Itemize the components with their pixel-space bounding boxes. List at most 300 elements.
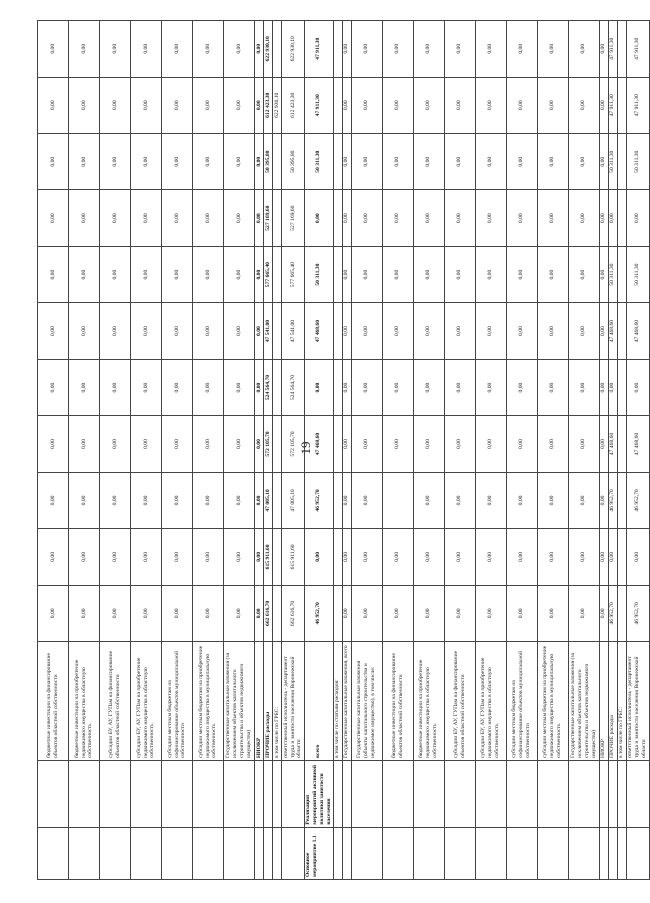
expense-item-cell: в том числе по ГРБС: <box>617 642 626 761</box>
value-cell: 0,00 <box>255 529 264 585</box>
value-cell: 0,00 <box>537 246 568 302</box>
value-cell: 0,00 <box>608 190 617 246</box>
value-cell: 0,00 <box>608 529 617 585</box>
value-cell: 0,00 <box>38 21 69 78</box>
value-cell: 0,00 <box>255 416 264 472</box>
expense-item-cell: субсидии БУ, АУ, ГУПам на приобретение недвижимого имущества в областную собственность <box>131 642 162 761</box>
event-status-cell <box>162 827 193 879</box>
value-cell: 0,00 <box>475 416 506 472</box>
value-cell: 0,00 <box>382 585 413 641</box>
value-cell: 0,00 <box>382 529 413 585</box>
value-cell: 0,00 <box>351 21 382 78</box>
value-cell <box>617 416 626 472</box>
expense-item-cell: в том числе по ГРБС: <box>273 642 282 761</box>
value-cell: 0,00 <box>305 529 334 585</box>
value-cell: 0,00 <box>100 529 131 585</box>
value-cell: 0,00 <box>38 246 69 302</box>
expense-item-cell: Государственные капитальные вложения (за исключением объектов капитального строительства и объектов недвижимого имущества) <box>224 642 255 761</box>
value-cell <box>273 21 282 78</box>
value-cell: 615 911,60 <box>264 529 273 585</box>
value-cell: 0,00 <box>506 585 537 641</box>
value-cell <box>617 303 626 359</box>
value-cell: 47 468,60 <box>305 416 334 472</box>
value-cell: 0,00 <box>342 303 351 359</box>
value-cell: 0,00 <box>444 77 475 133</box>
event-name-cell <box>162 761 193 828</box>
value-cell: 47 468,60 <box>608 416 617 472</box>
event-status-cell <box>193 827 224 879</box>
value-cell: 0,00 <box>224 472 255 528</box>
event-status-cell <box>608 827 617 879</box>
value-cell: 0,00 <box>413 134 444 190</box>
value-cell: 47 911,30 <box>608 77 617 133</box>
value-cell: 0,00 <box>255 134 264 190</box>
value-cell: 0,00 <box>193 472 224 528</box>
value-cell: 0,00 <box>351 134 382 190</box>
value-cell: 0,00 <box>599 585 608 641</box>
value-cell: 524 564,70 <box>282 359 305 415</box>
value-cell <box>273 472 282 528</box>
value-cell: 0,00 <box>568 21 599 78</box>
value-cell: 0,00 <box>131 21 162 78</box>
value-cell: 0,00 <box>568 134 599 190</box>
value-cell: 0,00 <box>69 416 100 472</box>
table-row <box>617 21 626 880</box>
value-cell: 0,00 <box>537 77 568 133</box>
event-name-cell <box>506 761 537 828</box>
value-cell: 0,00 <box>351 303 382 359</box>
event-status-cell <box>38 827 69 879</box>
value-cell: 0,00 <box>69 472 100 528</box>
value-cell: 0,00 <box>506 21 537 78</box>
value-cell: 0,00 <box>100 585 131 641</box>
value-cell: 50 311,30 <box>608 134 617 190</box>
expense-item-cell: НИОКР <box>599 642 608 761</box>
value-cell: 0,00 <box>100 416 131 472</box>
event-name-cell: Реализация мероприятий активной политики занятости населения <box>305 761 334 828</box>
value-cell: 0,00 <box>413 416 444 472</box>
value-cell: 0,00 <box>69 585 100 641</box>
value-cell: 615 911,60 <box>282 529 305 585</box>
value-cell: 0,00 <box>162 472 193 528</box>
value-cell: 0,00 <box>131 416 162 472</box>
value-cell: 47 911,30 <box>626 77 649 133</box>
event-name-cell <box>444 761 475 828</box>
value-cell: 0,00 <box>131 585 162 641</box>
expense-item-cell: Государственные капитальные вложения (за исключением объектов капитального строительства и объектов недвижимого имущества) <box>568 642 599 761</box>
value-cell: 0,00 <box>69 246 100 302</box>
value-cell: 0,00 <box>506 77 537 133</box>
value-cell <box>273 303 282 359</box>
value-cell: 0,00 <box>599 472 608 528</box>
expense-item-cell: всего <box>305 642 334 761</box>
value-cell: 0,00 <box>413 190 444 246</box>
value-cell: 0,00 <box>255 472 264 528</box>
value-cell: 622 930,10 <box>273 77 282 133</box>
table-row <box>568 21 599 880</box>
value-cell: 0,00 <box>413 585 444 641</box>
event-status-cell <box>273 827 282 879</box>
value-cell: 0,00 <box>38 190 69 246</box>
value-cell: 0,00 <box>224 416 255 472</box>
value-cell: 0,00 <box>444 303 475 359</box>
value-cell <box>333 303 342 359</box>
event-status-cell <box>131 827 162 879</box>
value-cell <box>333 472 342 528</box>
value-cell: 0,00 <box>351 246 382 302</box>
table-row <box>333 21 342 880</box>
value-cell: 0,00 <box>413 529 444 585</box>
value-cell: 0,00 <box>599 190 608 246</box>
event-status-cell <box>224 827 255 879</box>
event-status-cell <box>100 827 131 879</box>
value-cell: 46 952,70 <box>305 585 334 641</box>
value-cell <box>333 246 342 302</box>
value-cell: 47 468,60 <box>626 303 649 359</box>
value-cell: 0,00 <box>537 190 568 246</box>
value-cell: 0,00 <box>475 529 506 585</box>
value-cell: 524 564,70 <box>264 359 273 415</box>
value-cell: 46 952,70 <box>608 472 617 528</box>
value-cell: 0,00 <box>599 77 608 133</box>
value-cell <box>333 190 342 246</box>
value-cell: 0,00 <box>413 303 444 359</box>
value-cell: 0,00 <box>382 303 413 359</box>
expense-item-cell: ПРОЧИЕ расходы <box>264 642 273 761</box>
value-cell: 577 665,40 <box>282 246 305 302</box>
value-cell: 0,00 <box>100 21 131 78</box>
event-name-cell <box>69 761 100 828</box>
value-cell: 0,00 <box>162 416 193 472</box>
value-cell <box>382 472 413 528</box>
expense-item-cell: в том числе по статьям расходов: <box>333 642 342 761</box>
value-cell: 0,00 <box>162 77 193 133</box>
value-cell: 47 911,30 <box>608 21 617 78</box>
value-cell: 0,00 <box>626 529 649 585</box>
value-cell: 0,00 <box>162 21 193 78</box>
event-name-cell <box>568 761 599 828</box>
value-cell: 0,00 <box>69 134 100 190</box>
value-cell: 0,00 <box>224 359 255 415</box>
value-cell: 0,00 <box>506 472 537 528</box>
value-cell: 0,00 <box>131 190 162 246</box>
value-cell: 46 952,70 <box>626 472 649 528</box>
table-row <box>382 21 413 880</box>
value-cell: 0,00 <box>342 190 351 246</box>
value-cell: 47 468,60 <box>305 303 334 359</box>
value-cell: 46 952,70 <box>608 585 617 641</box>
value-cell: 0,00 <box>475 585 506 641</box>
value-cell: 50 311,30 <box>608 246 617 302</box>
event-status-cell <box>537 827 568 879</box>
table-row <box>342 21 351 880</box>
expense-item-cell: субсидии местным бюджетам на софинансирование объектов муниципальной собственности <box>506 642 537 761</box>
event-name-cell <box>537 761 568 828</box>
value-cell: 0,00 <box>475 134 506 190</box>
value-cell: 0,00 <box>537 585 568 641</box>
value-cell: 47 468,60 <box>626 416 649 472</box>
table-row <box>273 21 282 880</box>
value-cell: 0,00 <box>38 529 69 585</box>
value-cell: 0,00 <box>608 359 617 415</box>
event-name-cell <box>100 761 131 828</box>
value-cell: 0,00 <box>255 585 264 641</box>
value-cell: 0,00 <box>193 190 224 246</box>
value-cell: 47 911,30 <box>305 21 334 78</box>
value-cell: 0,00 <box>475 77 506 133</box>
value-cell: 0,00 <box>537 529 568 585</box>
table-row <box>131 21 162 880</box>
value-cell: 0,00 <box>193 359 224 415</box>
value-cell: 527 169,60 <box>264 190 273 246</box>
value-cell: 0,00 <box>444 359 475 415</box>
value-cell: 0,00 <box>537 359 568 415</box>
table-row <box>444 21 475 880</box>
value-cell: 0,00 <box>506 359 537 415</box>
value-cell: 0,00 <box>342 416 351 472</box>
value-cell: 0,00 <box>413 21 444 78</box>
table-row <box>100 21 131 880</box>
expense-item-cell: бюджетные инвестиции на приобретение недвижимого имущества в областную собственность <box>413 642 444 761</box>
value-cell: 0,00 <box>38 134 69 190</box>
value-cell: 0,00 <box>305 190 334 246</box>
budget-table <box>37 20 650 880</box>
event-status-cell <box>475 827 506 879</box>
value-cell: 0,00 <box>568 77 599 133</box>
value-cell: 0,00 <box>193 246 224 302</box>
value-cell: 0,00 <box>342 359 351 415</box>
value-cell: 0,00 <box>255 359 264 415</box>
table-row <box>475 21 506 880</box>
value-cell: 0,00 <box>382 134 413 190</box>
value-cell <box>273 529 282 585</box>
value-cell: 0,00 <box>568 529 599 585</box>
value-cell: 0,00 <box>568 472 599 528</box>
value-cell: 0,00 <box>537 472 568 528</box>
event-name-cell <box>333 761 342 828</box>
table-row <box>264 21 273 880</box>
value-cell: 0,00 <box>193 416 224 472</box>
value-cell: 0,00 <box>131 77 162 133</box>
value-cell: 47 911,30 <box>626 21 649 78</box>
value-cell: 0,00 <box>351 190 382 246</box>
value-cell: 47 911,30 <box>305 77 334 133</box>
event-name-cell <box>475 761 506 828</box>
value-cell: 0,00 <box>162 359 193 415</box>
table-row <box>69 21 100 880</box>
value-cell: 0,00 <box>224 190 255 246</box>
value-cell: 0,00 <box>599 529 608 585</box>
value-cell: 0,00 <box>444 246 475 302</box>
value-cell: 0,00 <box>475 246 506 302</box>
event-name-cell <box>38 761 69 828</box>
value-cell: 47 468,60 <box>608 303 617 359</box>
table-row <box>506 21 537 880</box>
event-status-cell <box>444 827 475 879</box>
event-status-cell <box>599 827 608 879</box>
value-cell: 50 395,80 <box>282 134 305 190</box>
event-name-cell <box>273 761 282 828</box>
value-cell: 0,00 <box>382 190 413 246</box>
value-cell <box>333 77 342 133</box>
value-cell: 0,00 <box>599 359 608 415</box>
value-cell: 0,00 <box>568 359 599 415</box>
value-cell <box>617 472 626 528</box>
value-cell: 0,00 <box>537 134 568 190</box>
value-cell <box>617 246 626 302</box>
value-cell <box>273 246 282 302</box>
event-status-cell <box>626 827 649 879</box>
value-cell: 0,00 <box>506 246 537 302</box>
value-cell: 47 005,10 <box>282 472 305 528</box>
value-cell: 662 616,70 <box>264 585 273 641</box>
value-cell: 0,00 <box>537 21 568 78</box>
value-cell: 0,00 <box>568 585 599 641</box>
expense-item-cell: бюджетные инвестиции на приобретение недвижимого имущества в областную собственность <box>69 642 100 761</box>
table-row <box>351 21 382 880</box>
value-cell: 0,00 <box>193 21 224 78</box>
event-status-cell <box>617 827 626 879</box>
value-cell: 0,00 <box>342 472 351 528</box>
value-cell: 0,00 <box>599 303 608 359</box>
value-cell: 527 169,60 <box>282 190 305 246</box>
expense-item-cell: ответственный исполнитель - департамент труда и занятости населения Воронежской области <box>626 642 649 761</box>
value-cell: 0,00 <box>342 134 351 190</box>
value-cell: 577 665,40 <box>264 246 273 302</box>
rotated-page <box>37 20 648 880</box>
value-cell: 0,00 <box>506 416 537 472</box>
value-cell: 0,00 <box>162 529 193 585</box>
value-cell: 0,00 <box>351 529 382 585</box>
event-status-cell: Основное мероприятие 1.1 <box>305 827 334 879</box>
value-cell: 50 311,30 <box>626 134 649 190</box>
event-status-cell <box>351 827 382 879</box>
value-cell: 0,00 <box>224 77 255 133</box>
value-cell: 47 005,10 <box>264 472 273 528</box>
value-cell: 47 541,00 <box>282 303 305 359</box>
value-cell <box>617 359 626 415</box>
value-cell: 612 423,30 <box>282 77 305 133</box>
value-cell: 0,00 <box>38 472 69 528</box>
value-cell: 0,00 <box>506 190 537 246</box>
value-cell: 0,00 <box>626 359 649 415</box>
value-cell: 0,00 <box>568 246 599 302</box>
value-cell: 50 311,30 <box>626 246 649 302</box>
expense-item-cell: бюджетные инвестиции на финансирование объектов областной собственности <box>38 642 69 761</box>
value-cell <box>617 77 626 133</box>
value-cell: 0,00 <box>342 529 351 585</box>
value-cell: 0,00 <box>351 359 382 415</box>
value-cell: 0,00 <box>100 77 131 133</box>
table-row <box>626 21 649 880</box>
value-cell <box>273 585 282 641</box>
event-name-cell <box>264 761 273 828</box>
value-cell: 0,00 <box>382 416 413 472</box>
value-cell: 0,00 <box>444 134 475 190</box>
event-name-cell <box>617 761 626 828</box>
value-cell: 0,00 <box>444 190 475 246</box>
value-cell: 0,00 <box>162 134 193 190</box>
value-cell: 0,00 <box>131 529 162 585</box>
event-name-cell <box>224 761 255 828</box>
value-cell: 0,00 <box>255 246 264 302</box>
value-cell: 0,00 <box>599 416 608 472</box>
value-cell: 0,00 <box>342 77 351 133</box>
value-cell <box>333 359 342 415</box>
event-name-cell <box>413 761 444 828</box>
value-cell: 0,00 <box>255 303 264 359</box>
event-name-cell <box>599 761 608 828</box>
event-status-cell <box>264 827 273 879</box>
value-cell <box>617 529 626 585</box>
expense-item-cell: субсидии БУ, АУ, ГУПам на приобретение недвижимого имущества в областную собственность <box>475 642 506 761</box>
value-cell: 50 395,80 <box>264 134 273 190</box>
value-cell: 0,00 <box>131 246 162 302</box>
value-cell: 662 616,70 <box>282 585 305 641</box>
event-name-cell <box>193 761 224 828</box>
value-cell <box>617 190 626 246</box>
event-status-cell <box>342 827 351 879</box>
value-cell: 0,00 <box>599 246 608 302</box>
value-cell: 0,00 <box>413 246 444 302</box>
value-cell <box>617 134 626 190</box>
expense-item-cell: бюджетные инвестиции на финансирование объектов областной собственности <box>382 642 413 761</box>
event-status-cell <box>568 827 599 879</box>
expense-item-cell: субсидии местным бюджетам на софинансирование объектов муниципальной собственности <box>162 642 193 761</box>
value-cell: 0,00 <box>475 190 506 246</box>
value-cell: 0,00 <box>444 585 475 641</box>
page-number: 19 <box>298 441 313 455</box>
value-cell: 0,00 <box>193 585 224 641</box>
table-row <box>224 21 255 880</box>
event-status-cell <box>382 827 413 879</box>
expense-item-cell: Государственные капитальные вложения (объекты капитального строительства и недвижимое имущество), в том числе: <box>351 642 382 761</box>
expense-item-cell: ПРОЧИЕ расходы <box>608 642 617 761</box>
expense-item-cell: Государственные капитальные вложения, всего <box>342 642 351 761</box>
value-cell: 0,00 <box>162 190 193 246</box>
value-cell: 0,00 <box>193 77 224 133</box>
value-cell: 0,00 <box>506 134 537 190</box>
value-cell: 0,00 <box>413 359 444 415</box>
expense-item-cell: субсидии местным бюджетам на приобретение недвижимого имущества в муниципальную собственность <box>193 642 224 761</box>
value-cell: 0,00 <box>255 190 264 246</box>
value-cell: 0,00 <box>351 472 382 528</box>
value-cell <box>273 416 282 472</box>
value-cell: 622 930,10 <box>264 21 273 78</box>
value-cell: 0,00 <box>382 77 413 133</box>
table-row <box>599 21 608 880</box>
value-cell: 50 311,30 <box>305 246 334 302</box>
value-cell: 0,00 <box>475 472 506 528</box>
value-cell: 0,00 <box>69 21 100 78</box>
event-name-cell <box>342 761 351 828</box>
value-cell: 0,00 <box>38 585 69 641</box>
value-cell: 0,00 <box>255 77 264 133</box>
value-cell: 0,00 <box>568 416 599 472</box>
value-cell <box>617 21 626 78</box>
table-row <box>608 21 617 880</box>
value-cell: 0,00 <box>224 529 255 585</box>
value-cell: 572 105,70 <box>282 416 305 472</box>
expense-item-cell: субсидии БУ, АУ, ГУПам на финансирование объектов областной собственности <box>100 642 131 761</box>
value-cell: 0,00 <box>193 529 224 585</box>
value-cell: 0,00 <box>131 472 162 528</box>
value-cell <box>273 359 282 415</box>
value-cell: 0,00 <box>444 472 475 528</box>
value-cell: 0,00 <box>444 416 475 472</box>
value-cell <box>273 190 282 246</box>
value-cell: 50 311,30 <box>305 134 334 190</box>
